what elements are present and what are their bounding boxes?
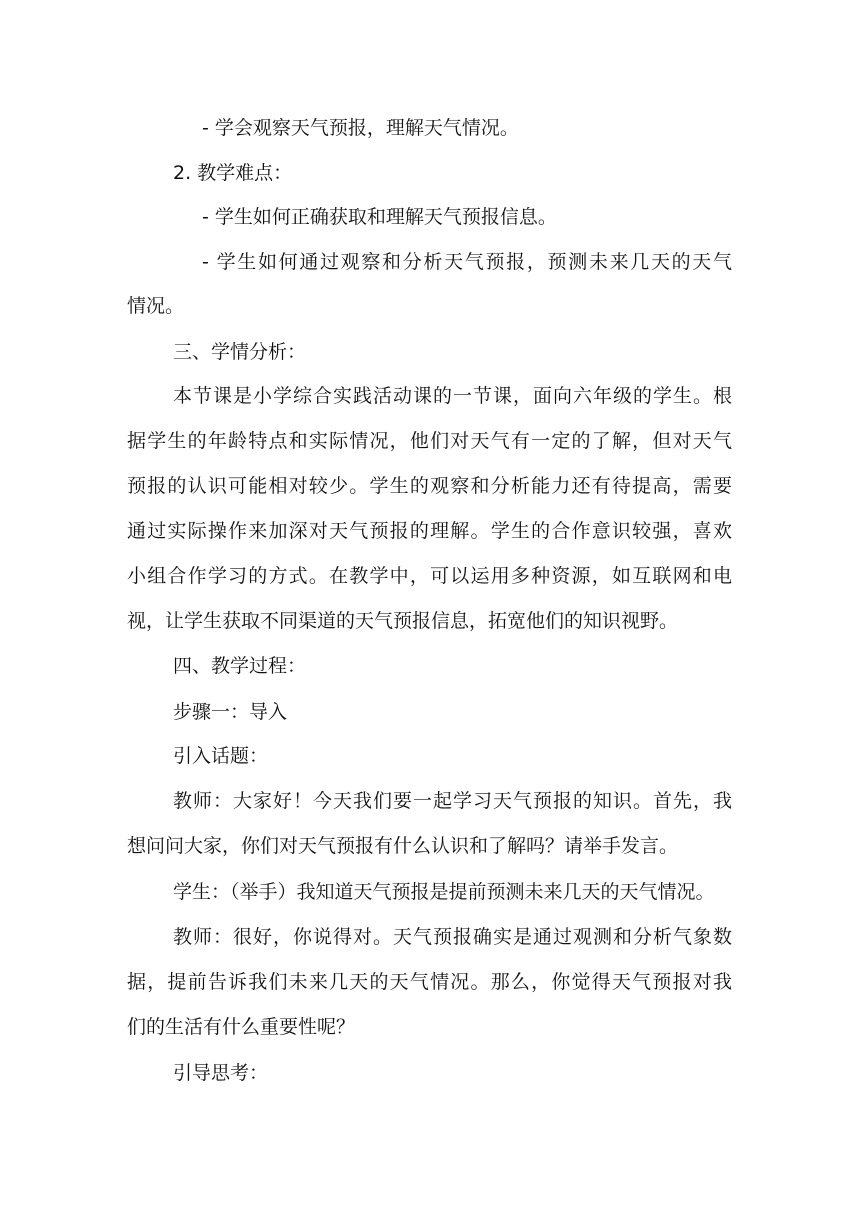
dialogue-line: 教师：大家好！今天我们要一起学习天气预报的知识。首先，我 (173, 790, 732, 812)
dialogue-line: 据，提前告诉我们未来几天的天气情况。那么，你觉得天气预报对我 (127, 971, 732, 993)
section-heading-analysis: 三、学情分析： (173, 341, 307, 363)
paragraph-line: 据学生的年龄特点和实际情况，他们对天气有一定的了解，但对天气 (127, 430, 732, 452)
section-heading-process: 四、教学过程： (173, 655, 307, 677)
step-heading: 步骤一：导入 (173, 701, 288, 723)
dialogue-line: 学生：（举手）我知道天气预报是提前预测未来几天的天气情况。 (173, 881, 715, 903)
dialogue-line: 们的生活有什么重要性呢？ (127, 1016, 356, 1038)
subheading-intro: 引入话题： (173, 745, 269, 767)
dialogue-line: 想问问大家，你们对天气预报有什么认识和了解吗？请举手发言。 (127, 835, 679, 857)
difficulty-line-cont: 情况。 (127, 295, 185, 317)
key-point-line: - 学会观察天气预报，理解天气情况。 (202, 117, 519, 139)
paragraph-line: 小组合作学习的方式。在教学中，可以运用多种资源，如互联网和电 (127, 565, 732, 587)
paragraph-line: 通过实际操作来加深对天气预报的理解。学生的合作意识较强，喜欢 (127, 520, 732, 542)
difficulty-line: - 学生如何正确获取和理解天气预报信息。 (202, 206, 557, 228)
paragraph-line: 预报的认识可能相对较少。学生的观察和分析能力还有待提高，需要 (127, 475, 732, 497)
subheading-difficulties: 2. 教学难点： (173, 162, 293, 184)
subheading-guide: 引导思考： (173, 1062, 269, 1084)
dialogue-line: 教师：很好，你说得对。天气预报确实是通过观测和分析气象数 (173, 926, 732, 948)
difficulty-line: - 学生如何通过观察和分析天气预报，预测未来几天的天气 (202, 251, 732, 273)
paragraph-line: 本节课是小学综合实践活动课的一节课，面向六年级的学生。根 (173, 385, 732, 407)
paragraph-line: 视，让学生获取不同渠道的天气预报信息，拓宽他们的知识视野。 (127, 610, 679, 632)
